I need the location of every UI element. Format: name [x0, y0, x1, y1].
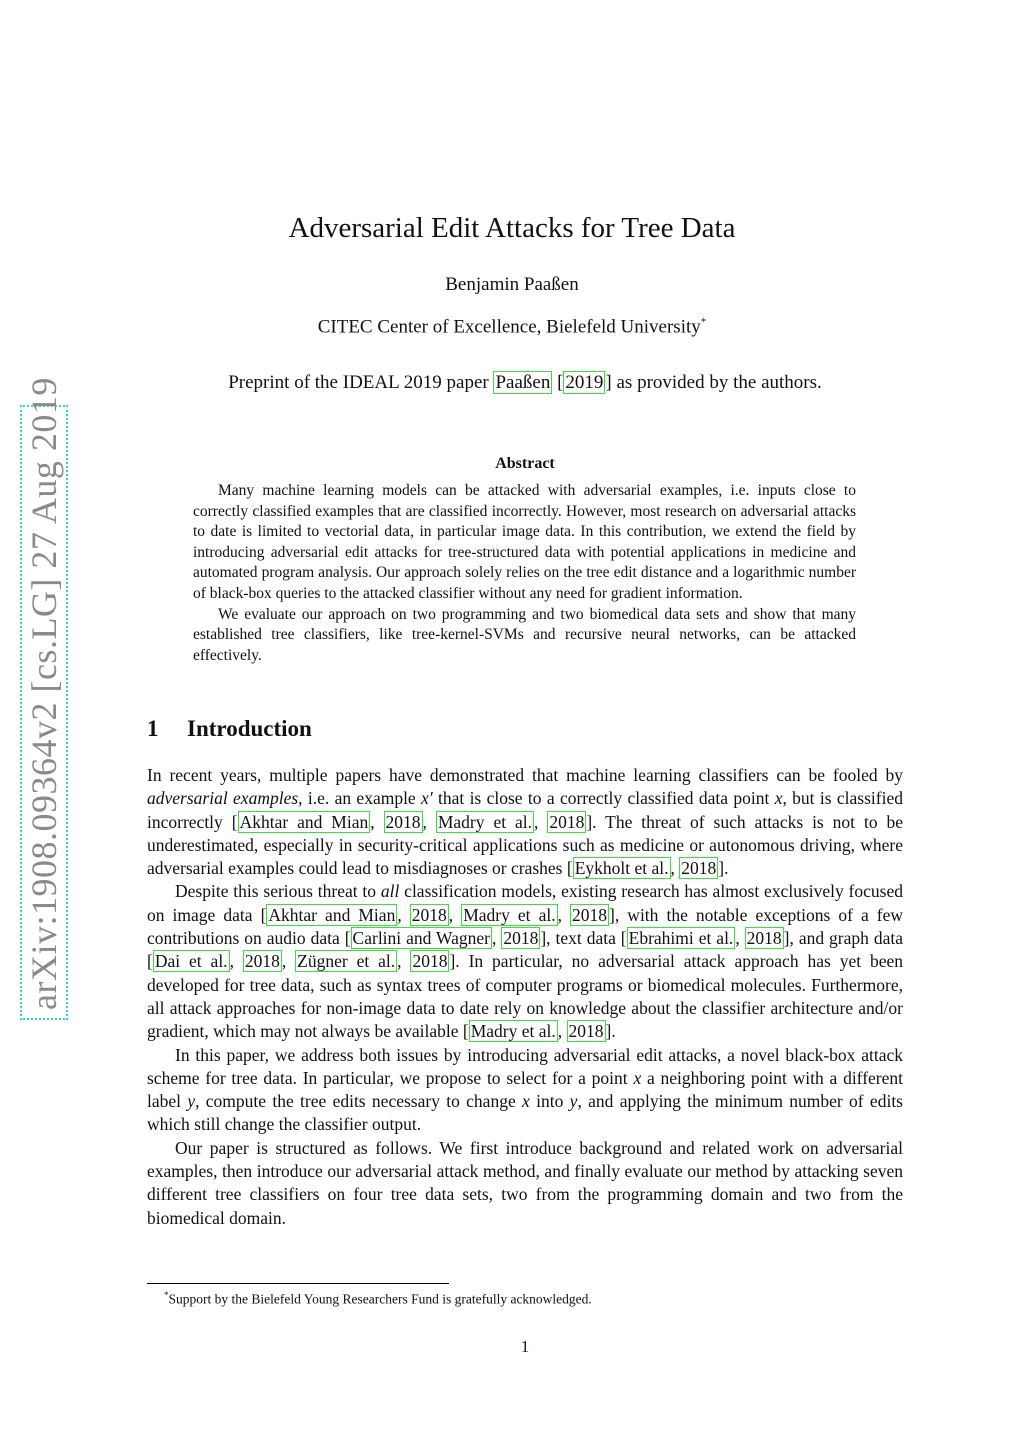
citation-year-link[interactable]: 2018 — [572, 904, 608, 925]
page-number: 1 — [520, 1337, 530, 1356]
citation-link[interactable]: Ebrahimi et al. — [628, 928, 734, 949]
citation-year-link[interactable]: 2018 — [244, 951, 280, 972]
citation-link[interactable]: Dai et al. — [154, 951, 228, 972]
preprint-text-end: ] as provided by the authors. — [605, 372, 822, 393]
citation-year-link[interactable]: 2018 — [746, 928, 782, 949]
section-heading — [147, 716, 312, 742]
introduction-body — [147, 764, 903, 1230]
citation-link[interactable]: Akhtar and Mian — [268, 904, 396, 925]
citation-year-link[interactable]: 2018 — [412, 951, 448, 972]
body-paragraph: Despite this serious threat to all classification models, existing research has almost exclusively focused on image data [ Akhtar and Mian , 2018 , Madry et al. , 2018 ], with the notable exceptions of a few contributions on audio data [ Carlini and Wagner , 2018 ], text data [ Ebrahimi et al. , 2018 ], and graph data [ Dai et al. , 2018 , Zügner et al. , 2018 ]. In particular, no adversarial attack approach has yet been developed for tree data, such as syntax trees of computer programs or biomedical molecules. Furthermore, all attack approaches for non-image data to date rely on knowledge about the classifier architecture and/or gradient, which may not always be available [ Madry et al. , 2018 ]. — [147, 881, 904, 1042]
footnote-text: Support by the Bielefeld Young Researchers Fund is gratefully acknowledged. — [168, 1291, 592, 1307]
preprint-bracket: [ — [552, 372, 564, 393]
footnote-rule — [147, 1283, 449, 1284]
citation-year-link[interactable]: 2018 — [503, 928, 539, 949]
citation-link[interactable]: Akhtar and Mian — [239, 811, 369, 832]
section-number: 1 — [147, 716, 159, 741]
citation-link[interactable]: Madry et al. — [463, 904, 556, 925]
paper-affiliation — [0, 316, 1024, 338]
arxiv-identifier[interactable]: arXiv:1908.09364v2 [cs.LG] 27 Aug 2019 — [24, 377, 64, 1010]
body-paragraph: In recent years, multiple papers have demonstrated that machine learning classifiers can be fooled by adversarial examples, i.e. an example x′ that is close to a correctly classified data point x, but is classified incorrectly [ Akhtar and Mian , 2018 , Madry et al. , 2018 ]. The threat of such attacks is not to be underestimated, especially in security-critical applications such as medicine or autonomous driving, where adversarial examples could lead to misdiagnoses or crashes [ Eykholt et al. , 2018 ]. — [147, 765, 904, 879]
citation-year-link[interactable]: 2018 — [568, 1021, 604, 1042]
paper-title: Adversarial Edit Attacks for Tree Data — [288, 212, 736, 244]
footnote — [164, 1290, 592, 1308]
abstract-heading: Abstract — [495, 455, 555, 472]
footnote-mark: * — [164, 1290, 169, 1300]
citation-link[interactable]: Madry et al. — [437, 811, 533, 832]
citation-link[interactable]: Madry et al. — [470, 1021, 556, 1042]
citation-year-link[interactable]: 2018 — [385, 811, 421, 832]
body-paragraph: In this paper, we address both issues by introducing adversarial edit attacks, a novel black-box attack scheme for tree data. In particular, we propose to select for a point x a neighboring point with a different label y, compute the tree edits necessary to change x into y, and applying the minimum number of edits which still change the classifier output. — [147, 1044, 903, 1135]
citation-link[interactable]: Eykholt et al. — [574, 858, 669, 879]
citation-link[interactable]: Carlini and Wagner — [352, 928, 490, 949]
citation-link[interactable]: Zügner et al. — [297, 951, 396, 972]
preprint-text: Preprint of the IDEAL 2019 paper — [228, 372, 494, 393]
abstract-paragraph: Many machine learning models can be attacked with adversarial examples, i.e. inputs close to correctly classified examples that are classified incorrectly. However, most research on adversarial attacks to date is limited to vectorial data, in particular image data. In this contribution, we extend the field by introducing adversarial edit attacks for tree-structured data with potential applications in medicine and automated program analysis. Our approach solely relies on the tree edit distance and a logarithmic number of black-box queries to the attacked classifier without any need for gradient information. — [193, 482, 856, 602]
abstract-body — [193, 481, 856, 666]
citation-year-link[interactable]: 2018 — [411, 904, 447, 925]
citation-year-link[interactable]: 2019 — [565, 372, 604, 393]
body-paragraph: Our paper is structured as follows. We first introduce background and related work on adversarial examples, then introduce our adversarial attack method, and finally evaluate our method by attacking seven different tree classifiers on four tree data sets, two from the programming domain and two from the biomedical domain. — [147, 1137, 903, 1228]
affiliation-footnote-mark[interactable]: * — [700, 316, 707, 328]
section-title: Introduction — [187, 716, 312, 741]
citation-year-link[interactable]: 2018 — [681, 858, 717, 879]
citation-link[interactable]: Paaßen — [495, 372, 551, 393]
citation-year-link[interactable]: 2018 — [549, 811, 585, 832]
preprint-note — [0, 372, 1024, 394]
affiliation-text: CITEC Center of Excellence, Bielefeld University — [317, 316, 701, 338]
abstract-paragraph: We evaluate our approach on two programming and two biomedical data sets and show that many established tree classifiers, like tree-kernel-SVMs and recursive neural networks, can be attacked effectively. — [193, 605, 856, 664]
paper-author: Benjamin Paaßen — [445, 274, 579, 295]
